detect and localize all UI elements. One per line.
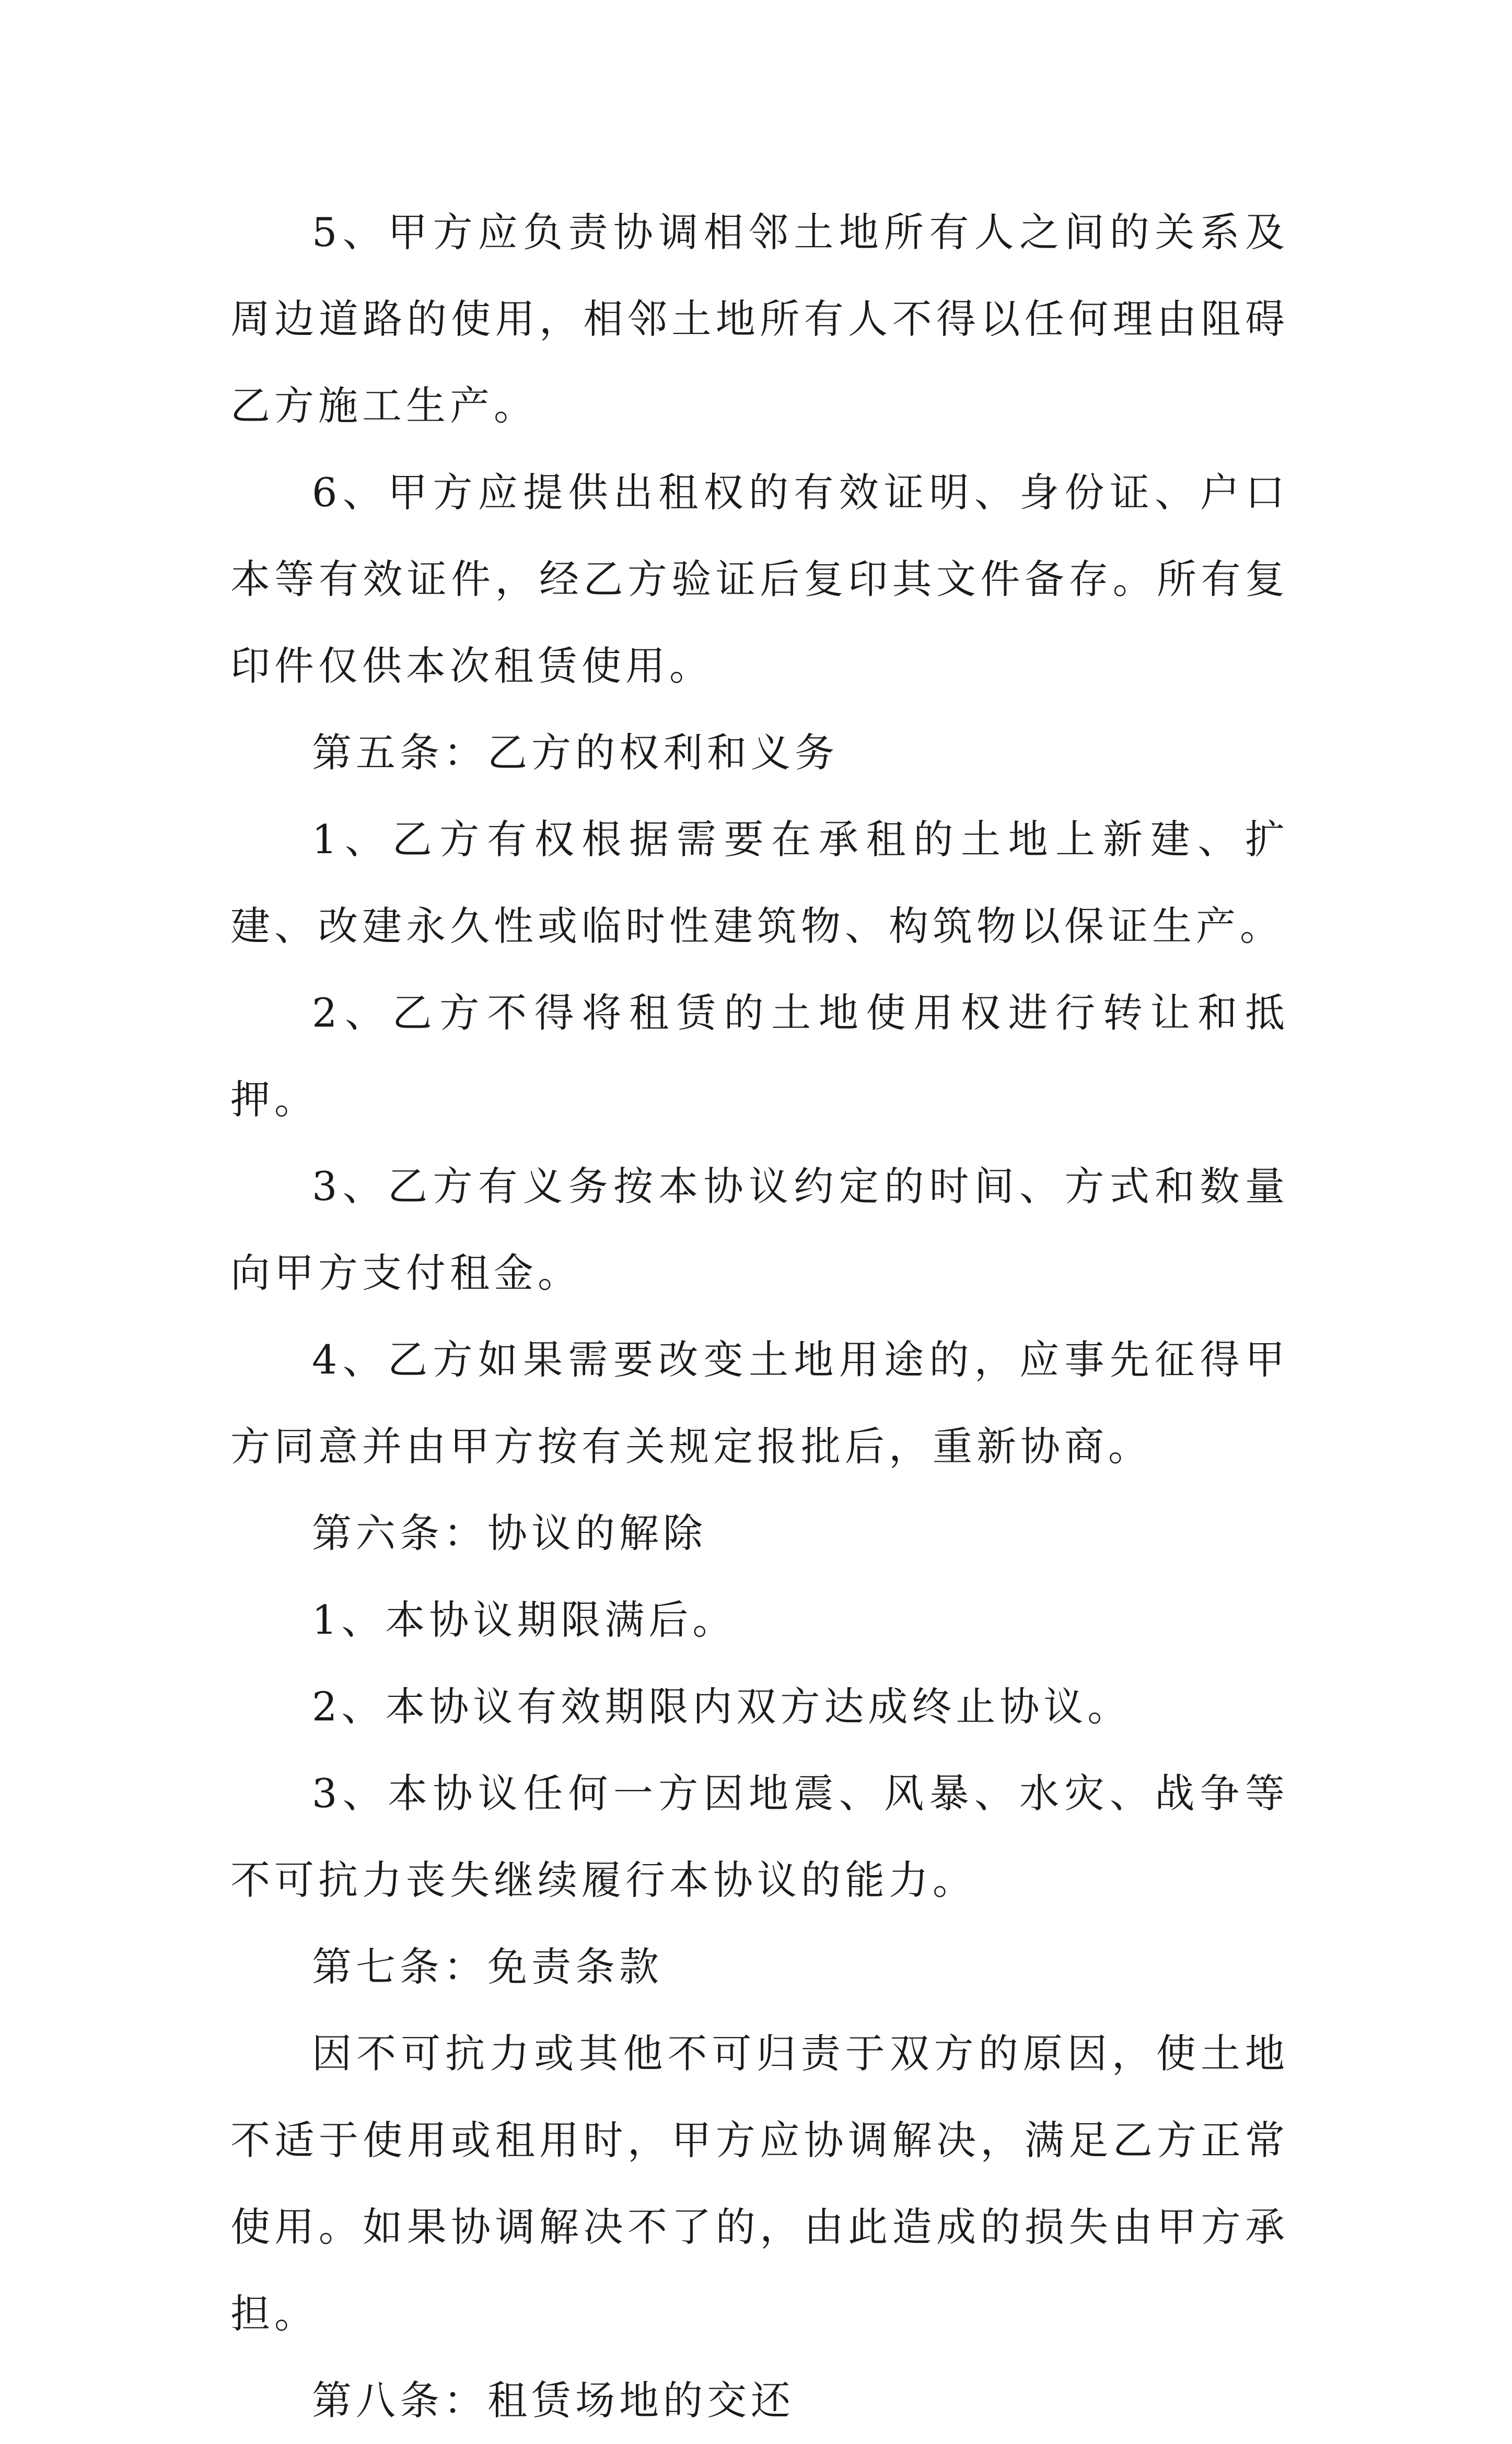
article-5-item-4: 4、乙方如果需要改变土地用途的，应事先征得甲方同意并由甲方按有关规定报批后，重新协商。: [230, 1336, 1289, 1470]
article-7-heading: 第七条：免责条款: [312, 1943, 663, 1990]
article-6-heading: 第六条：协议的解除: [312, 1510, 707, 1556]
article-6-item-1: 1、本协议期限满后。: [312, 1597, 737, 1643]
article-7-body: 因不可抗力或其他不可归责于双方的原因，使土地不适于使用或租用时，甲方应协调解决，满足乙方正常使用。如果协调解决不了的，由此造成的损失由甲方承担。: [230, 2030, 1289, 2337]
document-body: [230, 189, 1289, 2444]
clause-6-paragraph: 6、甲方应提供出租权的有效证明、身份证、户口本等有效证件，经乙方验证后复印其文件备存。所有复印件仅供本次租赁使用。: [230, 469, 1289, 689]
article-8-heading: 第八条：租赁场地的交还: [312, 2377, 795, 2424]
article-5-item-1: 1、乙方有权根据需要在承租的土地上新建、扩建、改建永久性或临时性建筑物、构筑物以保证生产。: [230, 816, 1289, 949]
article-6-item-2: 2、本协议有效期限内双方达成终止协议。: [312, 1683, 1132, 1730]
clause-5-paragraph: 5、甲方应负责协调相邻土地所有人之间的关系及周边道路的使用，相邻土地所有人不得以任何理由阻碍乙方施工生产。: [230, 209, 1289, 429]
article-6-item-3: 3、本协议任何一方因地震、风暴、水灾、战争等不可抗力丧失继续履行本协议的能力。: [230, 1770, 1289, 1903]
article-5-item-2: 2、乙方不得将租赁的土地使用权进行转让和抵押。: [230, 990, 1289, 1123]
article-5-heading: 第五条：乙方的权利和义务: [312, 729, 839, 776]
article-5-item-3: 3、乙方有义务按本协议约定的时间、方式和数量向甲方支付租金。: [230, 1163, 1289, 1296]
